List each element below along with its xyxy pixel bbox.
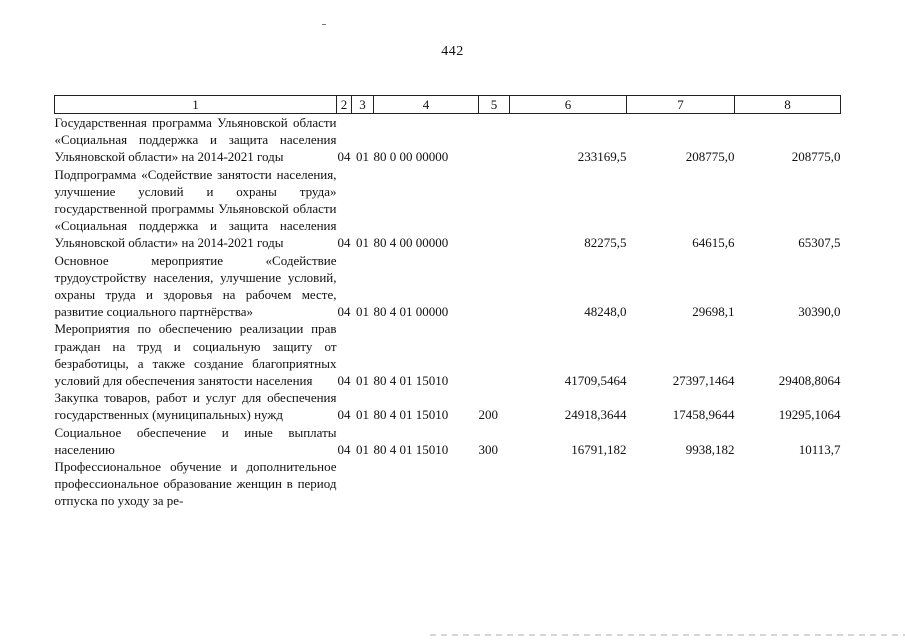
col-header-3: 3 bbox=[352, 96, 374, 114]
row-amount-col6: 48248,0 bbox=[584, 304, 627, 320]
col-header-2: 2 bbox=[337, 96, 352, 114]
col-header-5: 5 bbox=[479, 96, 510, 114]
budget-table bbox=[54, 95, 841, 510]
row-amount-col7: 208775,0 bbox=[685, 149, 735, 165]
row-subsection: 01 bbox=[356, 373, 369, 389]
row-subsection: 01 bbox=[356, 235, 369, 251]
row-expense-type bbox=[479, 114, 510, 166]
page-number: 442 bbox=[441, 44, 464, 59]
table-row bbox=[55, 458, 841, 510]
row-target-article: 80 4 00 00000 bbox=[373, 235, 449, 251]
row-name: Государственная программа Ульяновской области «Социальная поддержка и защита населения Ульяновской области» на 2014-2021 годы bbox=[54, 115, 337, 165]
row-name: Мероприятия по обеспечению реализации прав граждан на труд и социальную защиту от безработицы, а также создание благоприятных условий для обеспечения занятости населения bbox=[54, 321, 337, 389]
row-amount-col8: 10113,7 bbox=[798, 441, 841, 457]
row-target-article: 80 4 01 00000 bbox=[373, 304, 449, 320]
table-row bbox=[55, 252, 841, 321]
row-section: 04 bbox=[337, 304, 351, 320]
row-name: Закупка товаров, работ и услуг для обеспечения государственных (муниципальных) нужд bbox=[54, 390, 337, 423]
row-expense-type bbox=[479, 458, 510, 510]
row-expense-type bbox=[479, 252, 510, 321]
row-section: 04 bbox=[337, 373, 351, 389]
row-section: 04 bbox=[337, 441, 351, 457]
row-expense-type: 200 bbox=[478, 407, 498, 423]
table-header-row bbox=[55, 96, 841, 114]
row-section: 04 bbox=[337, 149, 351, 165]
row-subsection: 01 bbox=[356, 304, 369, 320]
row-expense-type bbox=[479, 320, 510, 389]
row-amount-col6 bbox=[510, 458, 627, 510]
row-amount-col8: 19295,1064 bbox=[778, 407, 841, 423]
col-header-6: 6 bbox=[510, 96, 627, 114]
row-amount-col6: 82275,5 bbox=[584, 235, 627, 251]
row-subsection: 01 bbox=[356, 441, 369, 457]
row-amount-col8 bbox=[735, 458, 841, 510]
table-row bbox=[55, 114, 841, 166]
row-amount-col7: 17458,9644 bbox=[672, 407, 735, 423]
table-row bbox=[55, 389, 841, 423]
scan-artifact bbox=[430, 634, 905, 636]
row-subsection bbox=[352, 458, 374, 510]
row-name: Основное мероприятие «Содействие трудоустройству населения, улучшение условий, охраны труда и здоровья на рабочем месте, развитие социального партнёрства» bbox=[54, 252, 337, 320]
row-target-article bbox=[374, 458, 479, 510]
row-name: Профессиональное обучение и дополнительное профессиональное образование женщин в период отпуска по уходу за ре- bbox=[54, 459, 337, 509]
row-expense-type: 300 bbox=[478, 441, 498, 457]
row-amount-col6: 41709,5464 bbox=[564, 373, 627, 389]
row-amount-col7: 29698,1 bbox=[692, 304, 735, 320]
row-name: Социальное обеспечение и иные выплаты населению bbox=[54, 424, 337, 457]
col-header-7: 7 bbox=[627, 96, 735, 114]
row-amount-col6: 233169,5 bbox=[577, 149, 627, 165]
row-amount-col8: 29408,8064 bbox=[778, 373, 841, 389]
col-header-8: 8 bbox=[735, 96, 841, 114]
row-amount-col8: 208775,0 bbox=[791, 149, 841, 165]
row-expense-type bbox=[479, 166, 510, 252]
col-header-1: 1 bbox=[55, 96, 337, 114]
row-amount-col8: 30390,0 bbox=[798, 304, 841, 320]
row-name: Подпрограмма «Содействие занятости населения, улучшение условий и охраны труда» государственной программы Ульяновской области «Социальная поддержка и защита населения Ульяновской области» на 2014-2021 годы bbox=[54, 166, 337, 251]
row-section: 04 bbox=[337, 407, 351, 423]
row-amount-col7: 64615,6 bbox=[692, 235, 735, 251]
row-target-article: 80 4 01 15010 bbox=[373, 407, 449, 423]
row-amount-col8: 65307,5 bbox=[798, 235, 841, 251]
table-row bbox=[55, 320, 841, 389]
table-row bbox=[55, 424, 841, 458]
row-target-article: 80 0 00 00000 bbox=[373, 149, 449, 165]
table-row bbox=[55, 166, 841, 252]
row-amount-col7 bbox=[627, 458, 735, 510]
col-header-4: 4 bbox=[374, 96, 479, 114]
row-subsection: 01 bbox=[356, 149, 369, 165]
row-subsection: 01 bbox=[356, 407, 369, 423]
row-section bbox=[337, 458, 352, 510]
row-target-article: 80 4 01 15010 bbox=[373, 441, 449, 457]
scan-artifact bbox=[322, 24, 326, 25]
row-amount-col6: 16791,182 bbox=[571, 441, 627, 457]
row-amount-col7: 27397,1464 bbox=[672, 373, 735, 389]
row-target-article: 80 4 01 15010 bbox=[373, 373, 449, 389]
row-section: 04 bbox=[337, 235, 351, 251]
row-amount-col6: 24918,3644 bbox=[564, 407, 627, 423]
row-amount-col7: 9938,182 bbox=[685, 441, 735, 457]
